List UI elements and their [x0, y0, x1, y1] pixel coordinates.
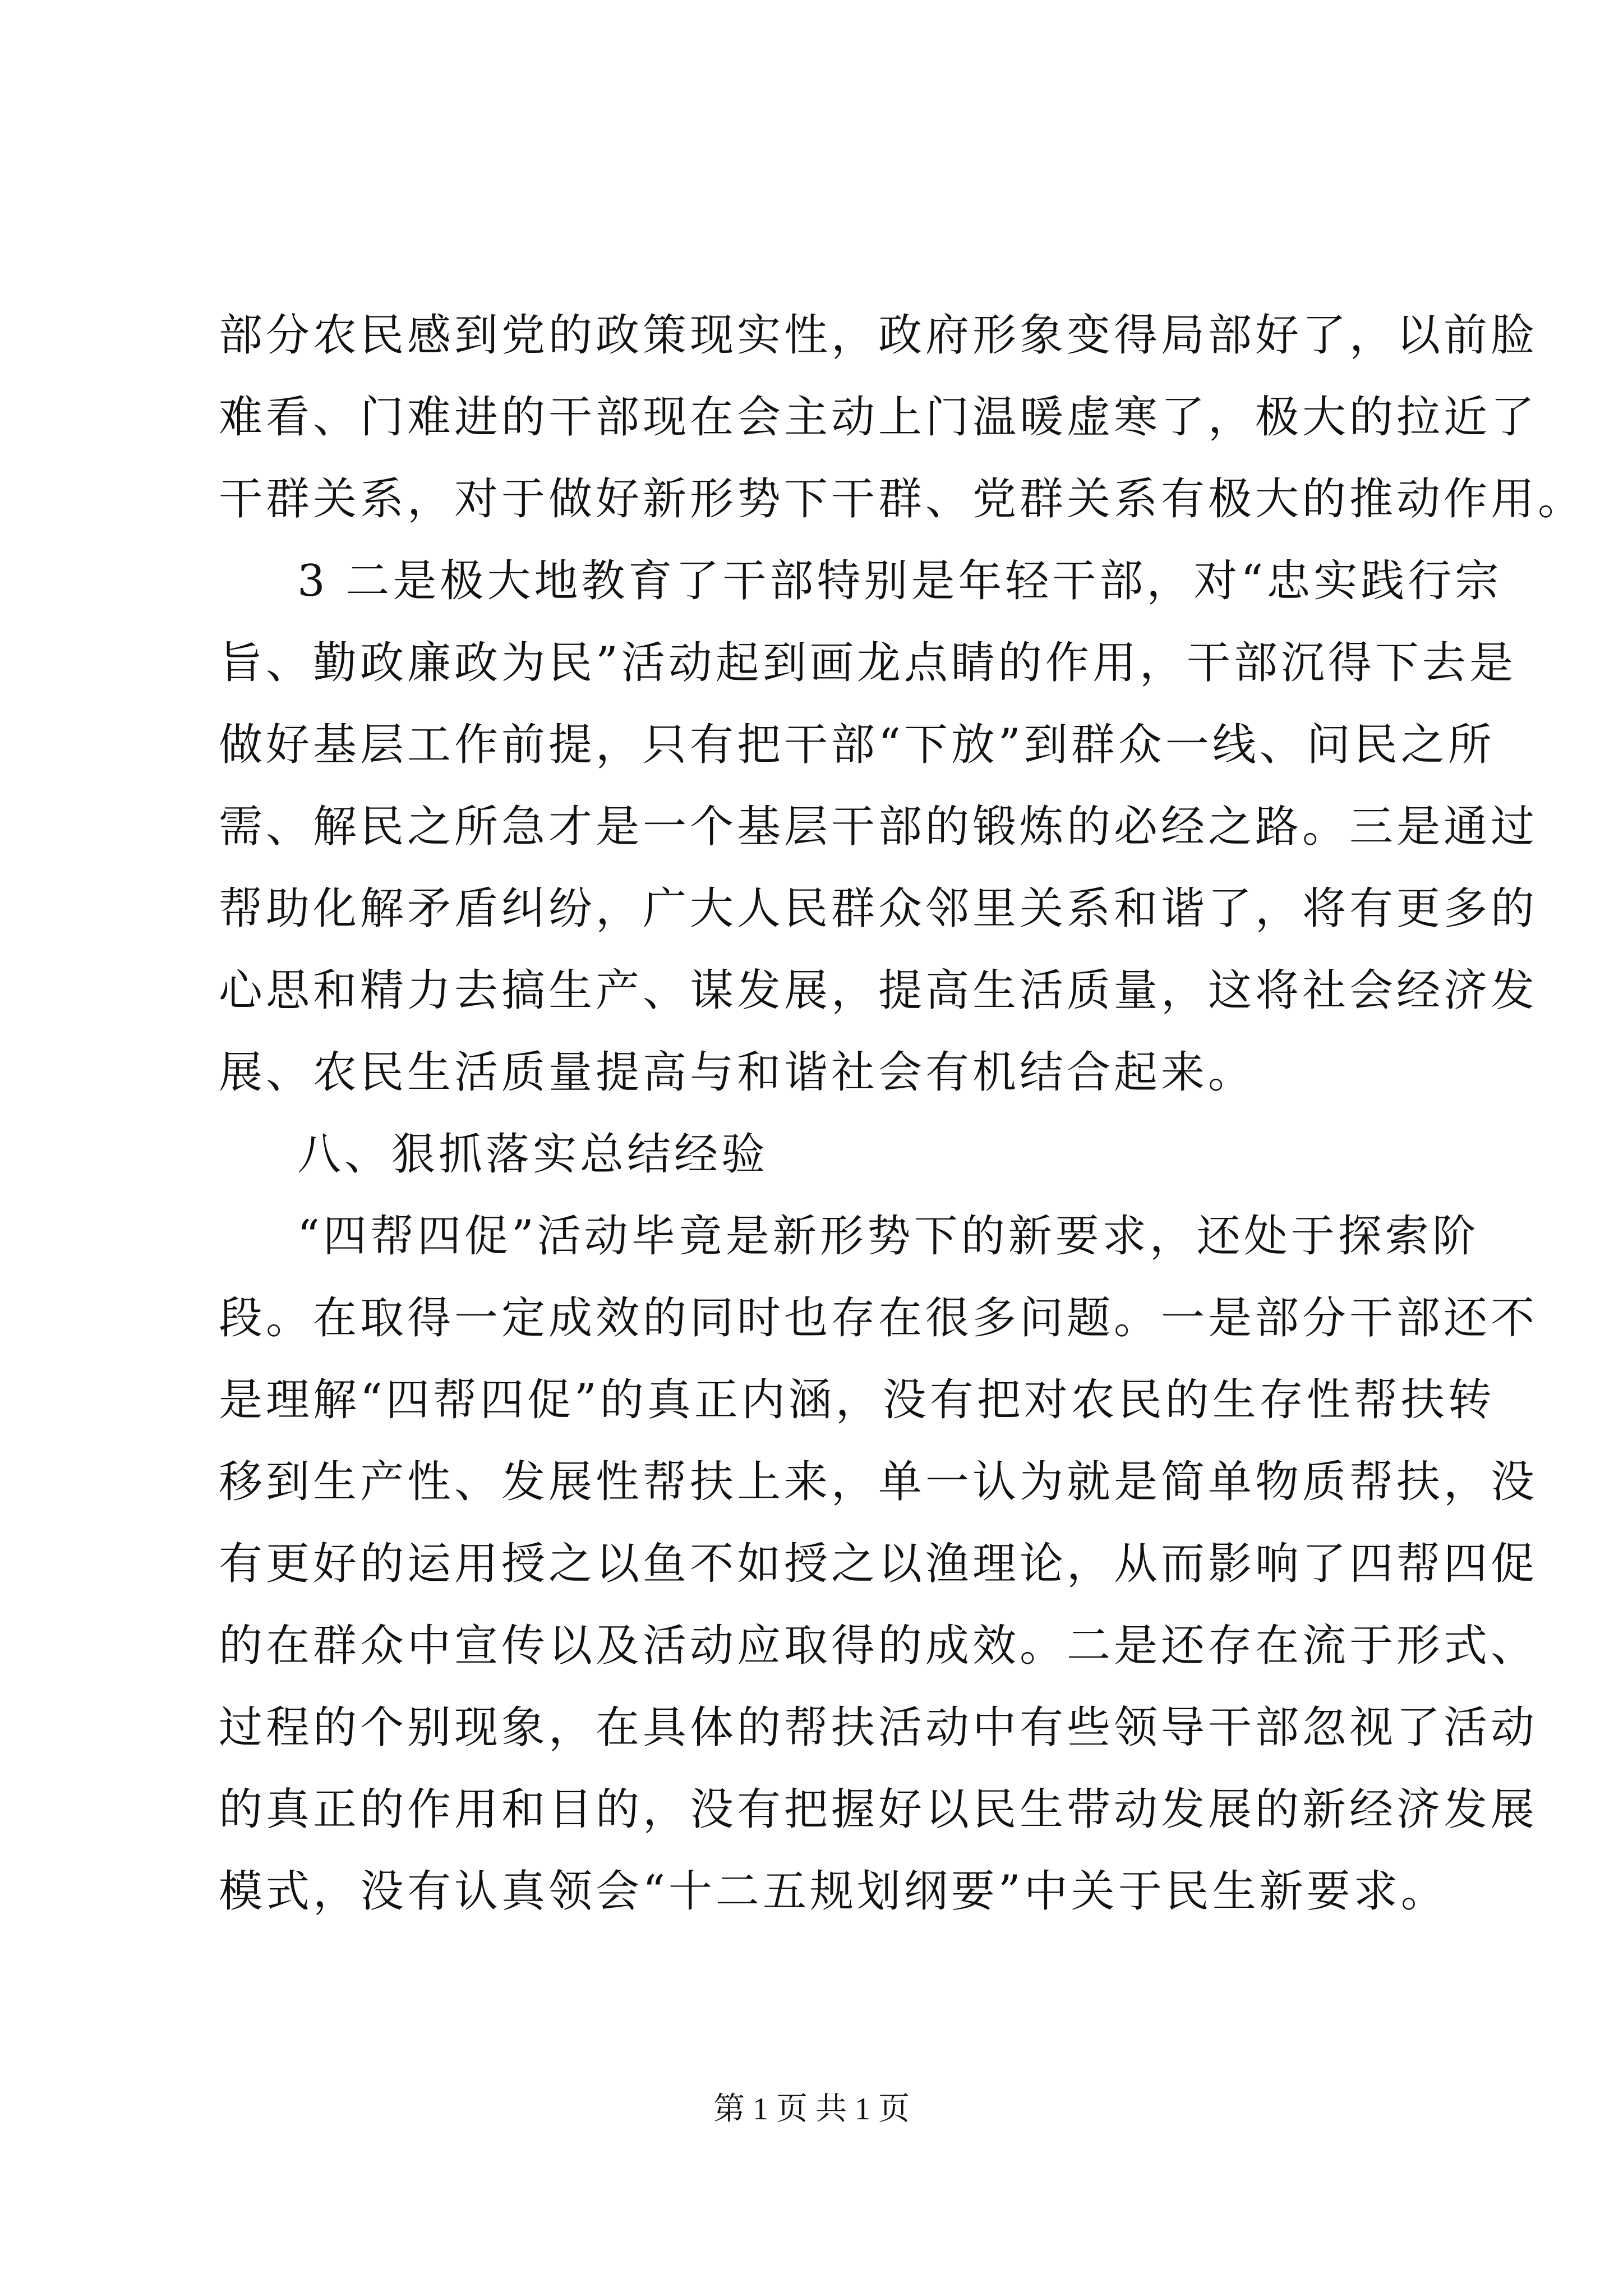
paragraph-3-line-6: 的在群众中宣传以及活动应取得的成效。二是还存在流于形式、 [219, 1621, 1538, 1671]
paragraph-2-line-6: 心思和精力去搞生产、谋发展，提高生活质量，这将社会经济发 [219, 965, 1538, 1016]
paragraph-2-line-5: 帮助化解矛盾纠纷，广大人民群众邻里关系和谐了，将有更多的 [219, 884, 1538, 934]
paragraph-3-line-5: 有更好的运用授之以鱼不如授之以渔理论，从而影响了四帮四促 [219, 1539, 1538, 1589]
paragraph-3-line-1: “四帮四促”活动毕竟是新形势下的新要求，还处于探索阶 [297, 1211, 1479, 1262]
paragraph-2-line-2: 旨、勤政廉政为民”活动起到画龙点睛的作用，干部沉得下去是 [219, 638, 1516, 688]
paragraph-1-line-1: 部分农民感到党的政策现实性，政府形象变得局部好了，以前脸 [219, 310, 1538, 361]
paragraph-3-line-9: 模式，没有认真领会“十二五规划纲要”中关于民生新要求。 [219, 1866, 1448, 1917]
section-heading: 八、狠抓落实总结经验 [297, 1129, 769, 1180]
paragraph-3-line-4: 移到生产性、发展性帮扶上来，单一认为就是简单物质帮扶，没 [219, 1457, 1538, 1507]
paragraph-1-line-2: 难看、门难进的干部现在会主动上门温暖虚寒了，极大的拉近了 [219, 392, 1538, 443]
paragraph-3-line-3: 是理解“四帮四促”的真正内涵，没有把对农民的生存性帮扶转 [219, 1375, 1495, 1425]
paragraph-2-line-7: 展、农民生活质量提高与和谐社会有机结合起来。 [219, 1047, 1256, 1098]
paragraph-2-line-4: 需、解民之所急才是一个基层干部的锻炼的必经之路。三是通过 [219, 802, 1538, 852]
page-footer: 第 1 页 共 1 页 [713, 2092, 910, 2127]
paragraph-1-line-3: 干群关系，对于做好新形势下干群、党群关系有极大的推动作用。 [219, 474, 1585, 524]
paragraph-3-line-7: 过程的个别现象，在具体的帮扶活动中有些领导干部忽视了活动 [219, 1703, 1538, 1753]
paragraph-2-line-3: 做好基层工作前提，只有把干部“下放”到群众一线、问民之所 [219, 720, 1495, 770]
paragraph-3-line-8: 的真正的作用和目的，没有把握好以民生带动发展的新经济发展 [219, 1784, 1538, 1835]
paragraph-3-line-2: 段。在取得一定成效的同时也存在很多问题。一是部分干部还不 [219, 1293, 1538, 1343]
paragraph-2-line-1: 3 二是极大地教育了干部特别是年轻干部，对“忠实践行宗 [297, 556, 1502, 606]
